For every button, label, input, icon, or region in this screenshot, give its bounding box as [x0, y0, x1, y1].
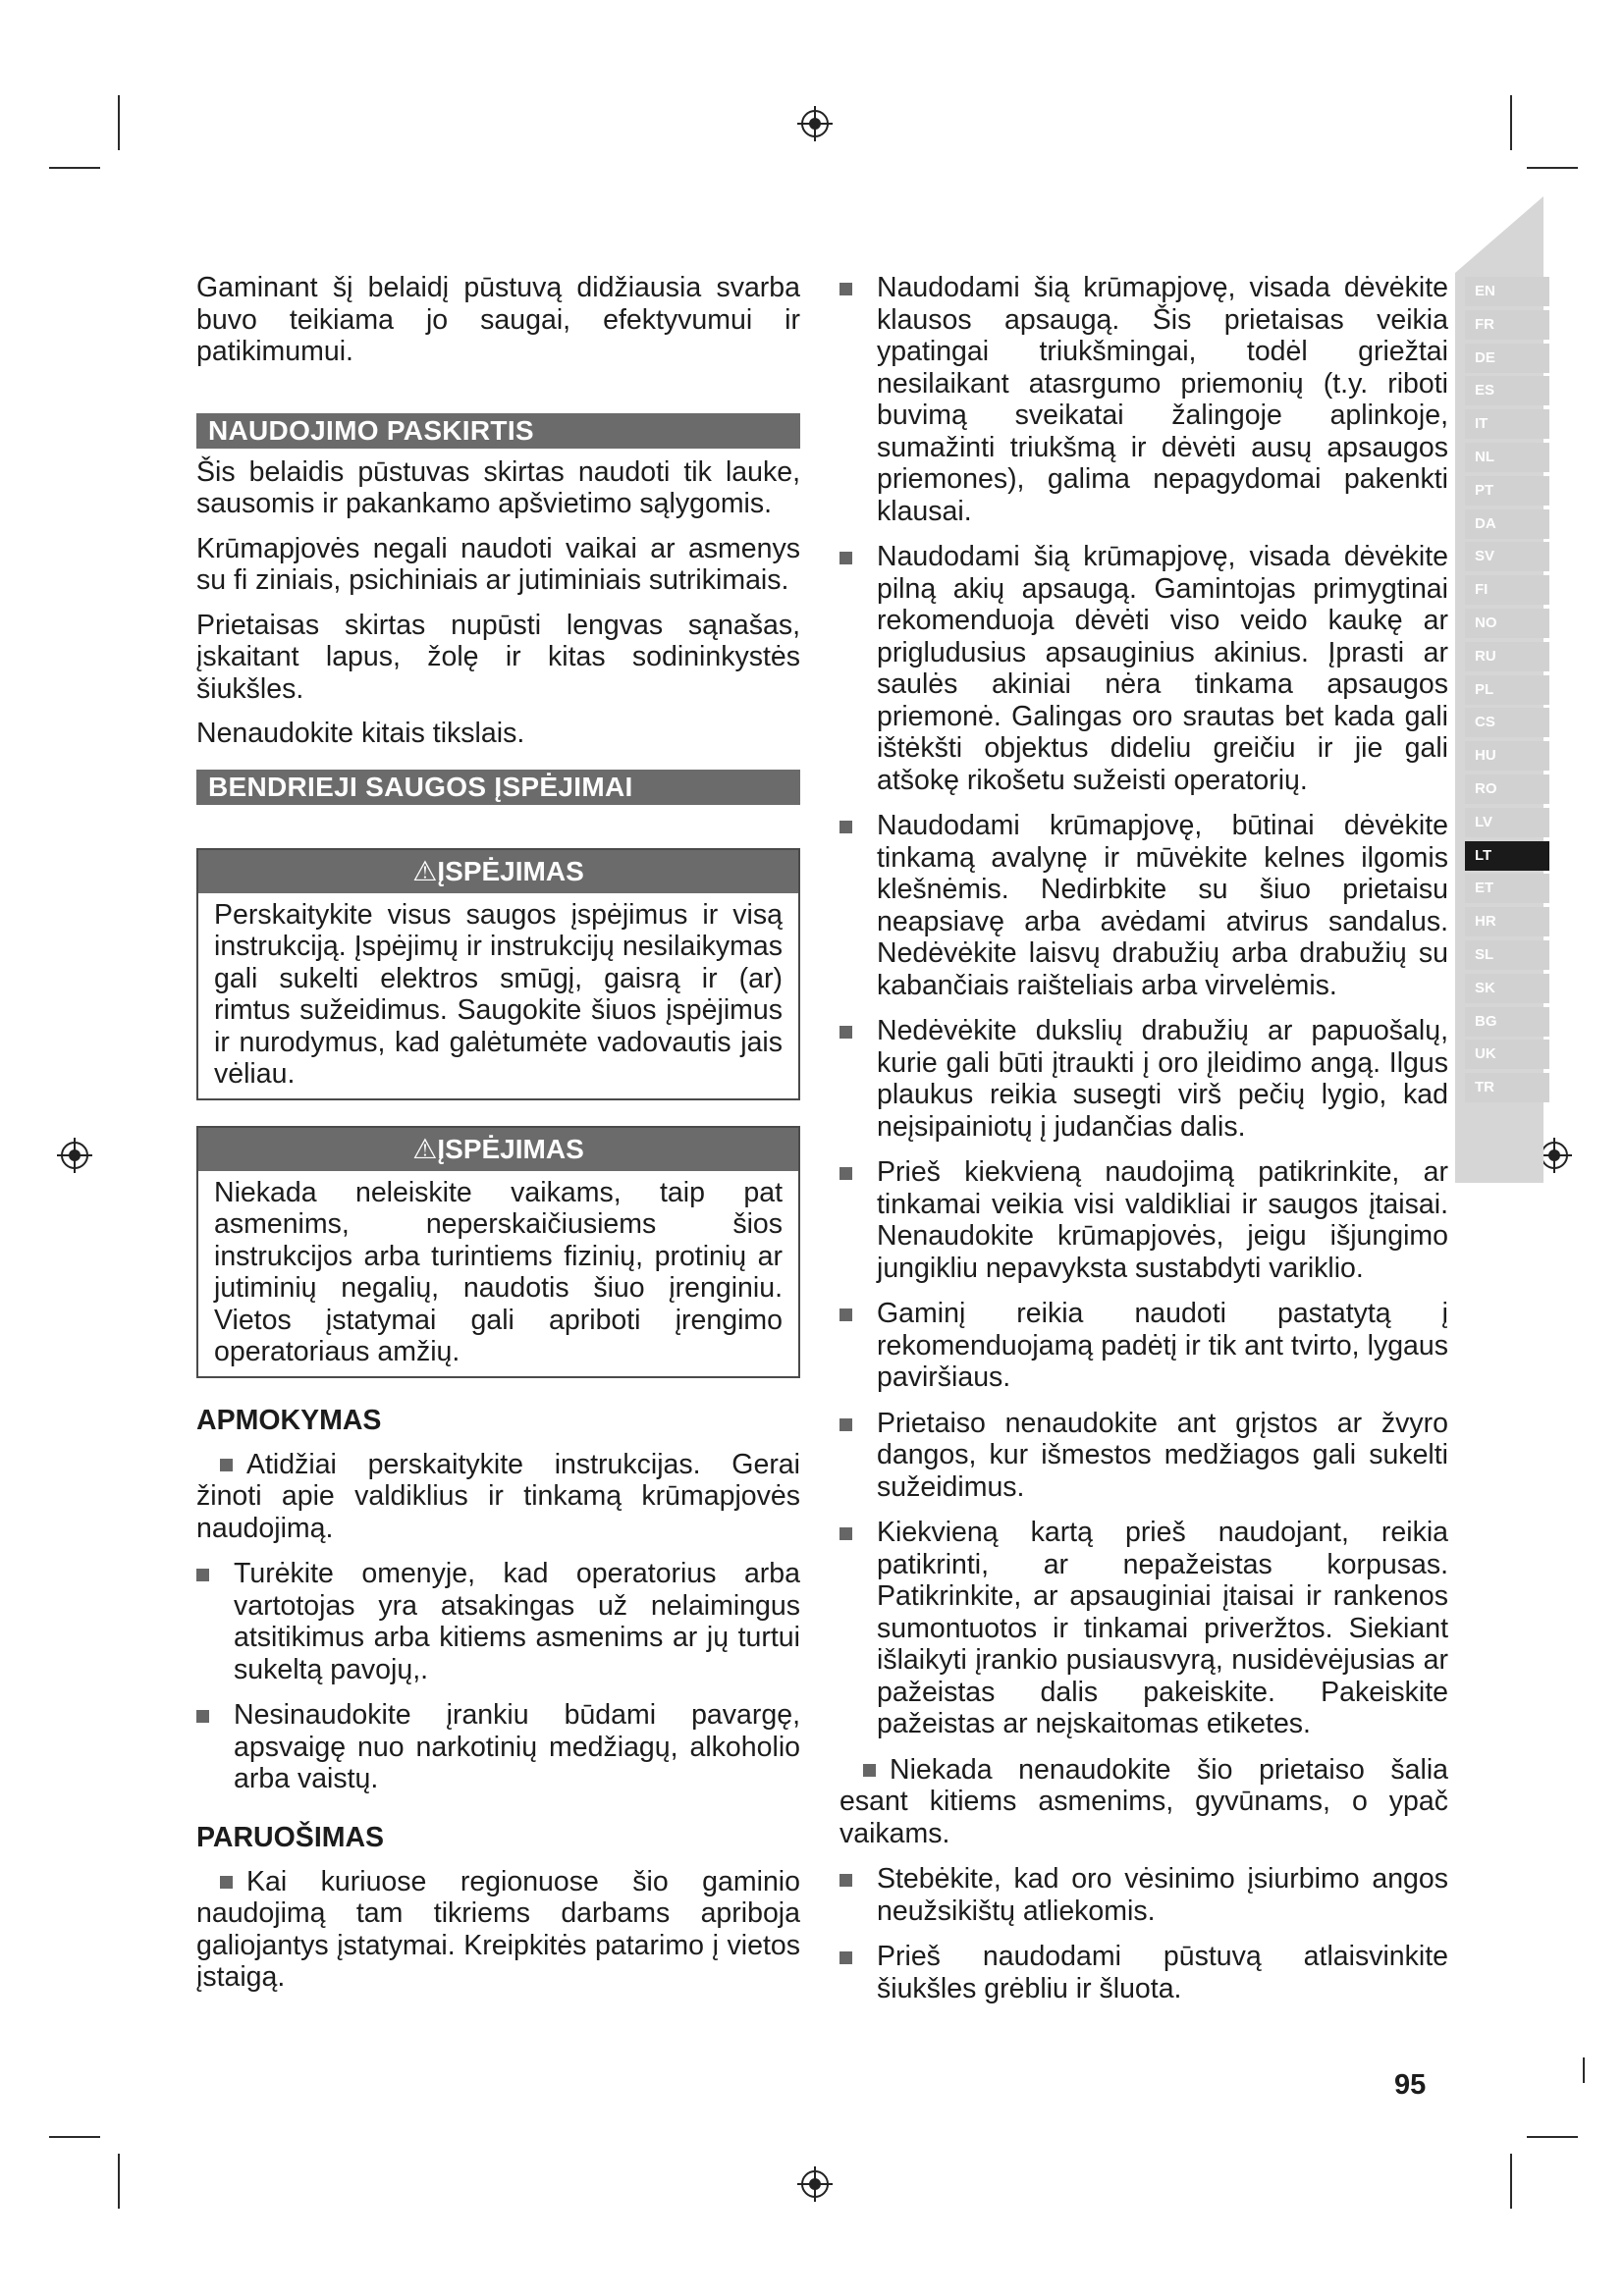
language-tab-es[interactable]: ES: [1465, 376, 1549, 405]
language-tab-lv[interactable]: LV: [1465, 808, 1549, 837]
bullet-icon: [839, 1026, 852, 1039]
list-item-text: Gaminį reikia naudoti pastatytą į rekomenduojamą padėtį ir tik ant tvirto, lygaus paviršiaus.: [877, 1298, 1448, 1393]
list-item-text: Kai kuriuose regionuose šio gaminio naudojimą tam tikriems darbams apriboja galiojantys įstatymai. Kreipkitės patarimo į vietos įstaigą.: [196, 1865, 800, 1993]
warning-box: [196, 1126, 800, 1378]
list-item: [196, 1866, 800, 1994]
subsection-heading: APMOKYMAS: [196, 1404, 382, 1436]
list-item-text: Prieš naudodami pūstuvą atlaisvinkite šiukšles grėbliu ir šluota.: [877, 1941, 1448, 2004]
list-item-text: Kiekvieną kartą prieš naudojant, reikia patikrinti, ar nepažeistas korpusas. Patikrinkite, ar apsauginiai įtaisai ir rankenos sumontuotos ir tinkamai priveržtos. Siekiant išlaikyti įrankio pusiausvyrą, nusidėvėjusias ar pažeistas dalis pakeiskite. Pakeiskite pažeistas ar neįskaitomas etiketes.: [877, 1517, 1448, 1739]
bullet-icon: [220, 1459, 233, 1471]
section-body: [196, 456, 800, 750]
page-number: 95: [1394, 2069, 1427, 2101]
bullet-icon: [863, 1764, 876, 1777]
language-tab-lt[interactable]: LT: [1465, 841, 1549, 871]
paragraph: Prietaisas skirtas nupūsti lengvas sąnašas, įskaitant lapus, žolę ir kitas sodininkystės šiukšles.: [196, 609, 800, 705]
bullet-icon: [839, 1308, 852, 1321]
list-item: [839, 541, 1448, 796]
language-tab-pl[interactable]: PL: [1465, 675, 1549, 705]
language-tab-uk[interactable]: UK: [1465, 1040, 1549, 1069]
bullet-icon: [220, 1876, 233, 1889]
bullet-icon: [196, 1569, 209, 1581]
list-item-text: Prietaiso nenaudokite ant grįstos ar žvyro dangos, kur išmestos medžiagos gali sukelti sužeidimus.: [877, 1407, 1448, 1503]
list-item-text: Prieš kiekvieną naudojimą patikrinkite, ar tinkamai veikia visi valdikliai ir saugos įtaisai. Nenaudokite krūmapjovės, jeigu išjungimo jungikliu nepavyksta sustabdyti variklio.: [877, 1156, 1448, 1284]
list-item: [196, 1699, 800, 1795]
crop-mark: [118, 95, 120, 150]
list-item: [839, 810, 1448, 1001]
warning-text: Niekada neleiskite vaikams, taip pat asmenims, neperskaičiusiems šios instrukcijos arba turintiems fizinių, protinių ar jutiminių negalių, naudotis šiuo įrenginiu. Vietos įstatymai gali apriboti įrengimo operatoriaus amžių.: [214, 1176, 783, 1367]
crop-mark: [1510, 95, 1512, 150]
bullet-icon: [839, 821, 852, 833]
language-tab-nl[interactable]: NL: [1465, 443, 1549, 472]
language-tab-no[interactable]: NO: [1465, 609, 1549, 638]
left-column: [196, 272, 800, 1994]
language-tab-ro[interactable]: RO: [1465, 774, 1549, 804]
list-item: [839, 272, 1448, 527]
warning-title: ĮSPĖJIMAS: [437, 855, 584, 886]
registration-mark-icon: [795, 104, 835, 143]
language-tab-de[interactable]: DE: [1465, 344, 1549, 373]
language-tab-ru[interactable]: RU: [1465, 642, 1549, 671]
crop-mark: [1527, 2136, 1578, 2138]
right-column: [839, 272, 1448, 2004]
list-item-text: Nesinaudokite įrankiu būdami pavargę, apsvaigę nuo narkotinių medžiagų, alkoholio arba vaistų.: [234, 1699, 800, 1794]
crop-mark: [1527, 167, 1578, 169]
list-item: [839, 1863, 1448, 1927]
bullet-icon: [839, 1527, 852, 1540]
list-item: [839, 1156, 1448, 1284]
list-item-text: Naudodami krūmapjovę, būtinai dėvėkite tinkamą avalynę ir mūvėkite kelnes ilgomis klešnėmis. Nedirbkite su šiuo prietaisu neapsiavę arba avėdami atvirus sandalus. Nedėvėkite laisvų drabužių arba drabužių su kabančiais raišteliais arba virvelėmis.: [877, 810, 1448, 1001]
warning-header: [198, 1128, 798, 1171]
warning-text: Perskaitykite visus saugos įspėjimus ir visą instrukciją. Įspėjimų ir instrukcijų nesilaikymas gali sukelti elektros smūgį, gaisrą ir (ar) rimtus sužeidimus. Saugokite šiuos įspėjimus ir nurodymus, kad galėtumėte vadovautis jais vėliau.: [214, 898, 783, 1090]
warning-box: [196, 848, 800, 1100]
language-tab-sk[interactable]: SK: [1465, 974, 1549, 1003]
language-tab-bg[interactable]: BG: [1465, 1007, 1549, 1037]
language-tab-da[interactable]: DA: [1465, 509, 1549, 539]
bullet-icon: [839, 1874, 852, 1887]
list-item-text: Naudodami šią krūmapjovę, visada dėvėkite pilną akių apsaugą. Gamintojas primygtinai rekomenduoja dėvėti viso veido kaukę ar prigludusius apsauginius akinius. Įprasti ar saulės akiniai nėra tinkama apsaugos priemonė. Galingas oro srautas bet kada gali ištėkšti objektus dideliu greičiu ir jie gali atšokę rikošetu sužeisti operatorių.: [877, 541, 1448, 796]
registration-mark-icon: [55, 1136, 94, 1175]
language-tabs: [1465, 277, 1549, 1106]
bullet-icon: [196, 1710, 209, 1723]
language-tab-en[interactable]: EN: [1465, 277, 1549, 306]
intro-paragraph: Gaminant šį belaidį pūstuvą didžiausia svarba buvo teikiama jo saugai, efektyvumui ir patikimumui.: [196, 272, 800, 367]
list-item-text: Naudodami šią krūmapjovę, visada dėvėkite klausos apsaugą. Šis prietaisas veikia ypatingai triukšmingai, todėl griežtai nesilaikant atasrgumo priemonių (t.y. riboti buvimą sveikatai žalingoje aplinkoje, sumažinti triukšmą ir dėvėti ausų apsaugos priemones), galima nepagydomai pakenkti klausai.: [877, 272, 1448, 527]
warning-triangle-icon: ⚠: [412, 855, 438, 886]
subsection-heading: PARUOŠIMAS: [196, 1821, 385, 1853]
warning-header: [198, 850, 798, 893]
list-item: [196, 1449, 800, 1545]
section-heading: NAUDOJIMO PASKIRTIS: [196, 413, 800, 449]
section-heading: BENDRIEJI SAUGOS ĮSPĖJIMAI: [196, 770, 800, 805]
language-tab-et[interactable]: ET: [1465, 874, 1549, 903]
paragraph: Krūmapjovės negali naudoti vaikai ar asmenys su fi ziniais, psichiniais ar jutiminiais sutrikimais.: [196, 532, 800, 596]
language-tab-pt[interactable]: PT: [1465, 476, 1549, 506]
bullet-icon: [839, 1951, 852, 1964]
list-item-text: Turėkite omenyje, kad operatorius arba vartotojas yra atsakingas už nelaimingus atsitikimus arba kitiems asmenims ar jų turtui sukeltą pavojų,.: [234, 1558, 800, 1685]
language-tab-sl[interactable]: SL: [1465, 940, 1549, 970]
list-item: [196, 1558, 800, 1685]
list-item: [839, 1408, 1448, 1504]
crop-mark: [49, 2136, 100, 2138]
bullet-icon: [839, 1167, 852, 1180]
paragraph: Šis belaidis pūstuvas skirtas naudoti tik lauke, sausomis ir pakankamo apšvietimo sąlygomis.: [196, 455, 800, 519]
list-item: [839, 1015, 1448, 1143]
list-item-text: Atidžiai perskaitykite instrukcijas. Gerai žinoti apie valdiklius ir tinkamą krūmapjovės naudojimą.: [196, 1448, 800, 1544]
language-tab-fr[interactable]: FR: [1465, 310, 1549, 340]
language-tab-fi[interactable]: FI: [1465, 575, 1549, 605]
prep-list: [196, 1866, 800, 1994]
language-tab-cs[interactable]: CS: [1465, 708, 1549, 737]
warning-title: ĮSPĖJIMAS: [437, 1133, 584, 1164]
bullet-icon: [839, 1418, 852, 1431]
crop-mark: [49, 167, 100, 169]
training-list: [196, 1449, 800, 1795]
language-tab-sv[interactable]: SV: [1465, 542, 1549, 571]
list-item-text: Niekada nenaudokite šio prietaiso šalia esant kitiems asmenims, gyvūnams, o ypač vaikams.: [839, 1753, 1448, 1849]
paragraph: Nenaudokite kitais tikslais.: [196, 718, 525, 749]
bullet-icon: [839, 552, 852, 564]
language-tab-hu[interactable]: HU: [1465, 741, 1549, 771]
list-item-text: Stebėkite, kad oro vėsinimo įsiurbimo angos neužsikištų atliekomis.: [877, 1863, 1448, 1927]
crop-mark: [118, 2154, 120, 2209]
list-item: [839, 1754, 1448, 1850]
registration-mark-icon: [795, 2164, 835, 2204]
language-tab-it[interactable]: IT: [1465, 409, 1549, 439]
list-item: [839, 1298, 1448, 1394]
language-tab-tr[interactable]: TR: [1465, 1073, 1549, 1102]
warning-triangle-icon: ⚠: [412, 1133, 438, 1164]
bullet-icon: [839, 283, 852, 295]
crop-mark: [1510, 2154, 1512, 2209]
list-item-text: Nedėvėkite dukslių drabužių ar papuošalų, kurie gali būti įtraukti į oro įleidimo angą. Ilgus plaukus reikia susegti virš pečių lygio, kad neįsipainiotų į judančias dalis.: [877, 1015, 1448, 1143]
language-tab-hr[interactable]: HR: [1465, 907, 1549, 936]
list-item: [839, 1517, 1448, 1740]
crop-mark: [1583, 2057, 1585, 2083]
list-item: [839, 1941, 1448, 2004]
